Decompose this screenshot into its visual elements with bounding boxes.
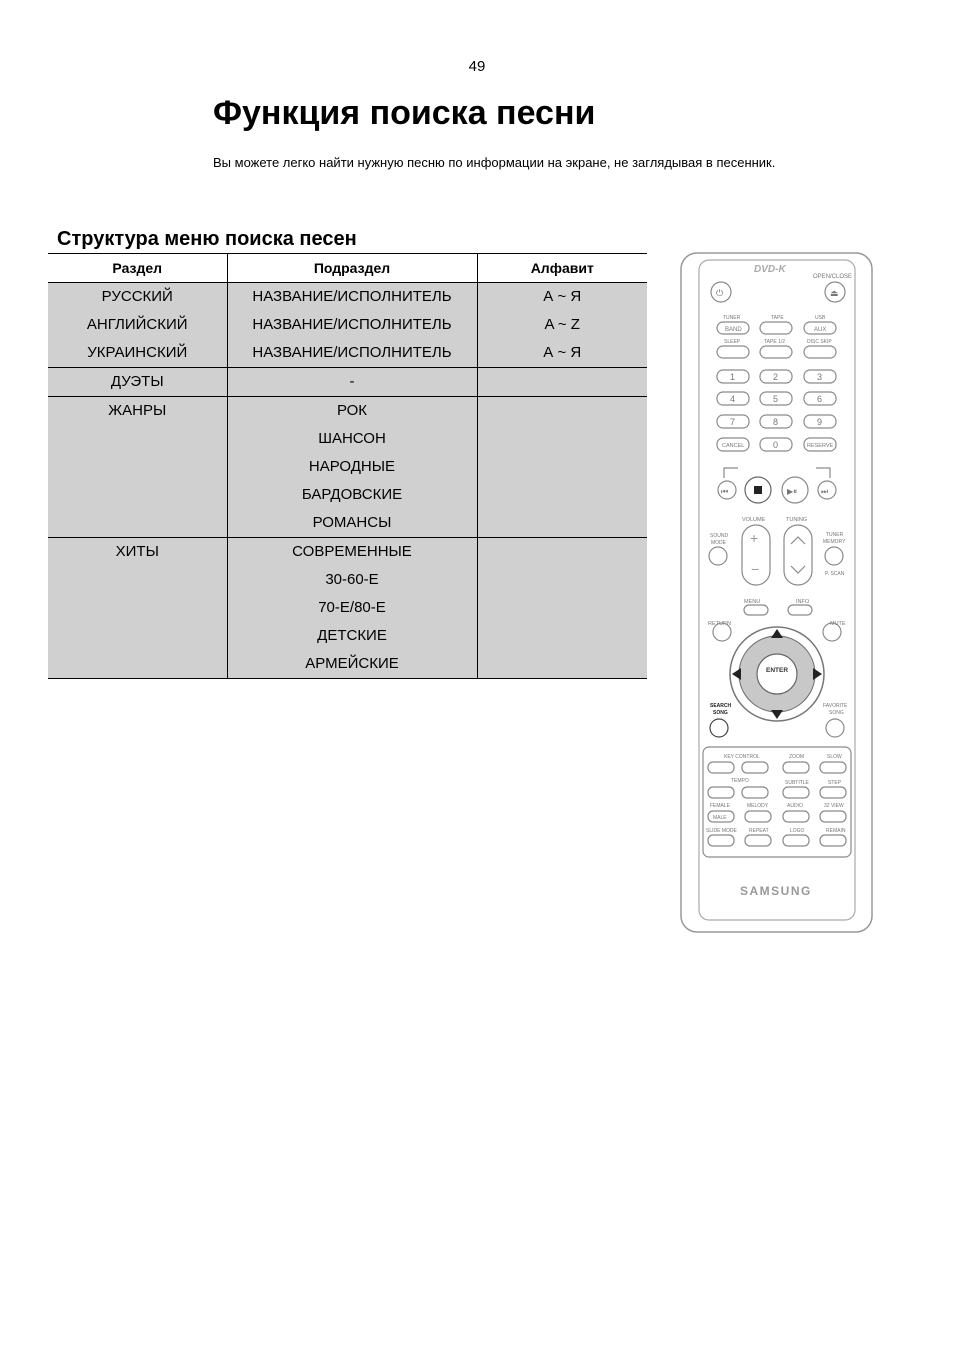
hits-section-cell: [48, 538, 227, 679]
volume-up-icon: +: [750, 530, 759, 546]
info-label: INFO: [796, 599, 810, 605]
eject-icon: ⏏: [830, 288, 839, 298]
zoom-button: [783, 762, 809, 773]
32-view-label: 32 VIEW: [824, 803, 844, 809]
cell-text: ДЕТСКИЕ: [317, 627, 387, 644]
cell-text: A ~ Z: [544, 316, 580, 333]
tape-button: [760, 322, 792, 334]
cell-text: СОВРЕМЕННЫЕ: [292, 543, 412, 560]
digit-label: 5: [773, 394, 779, 404]
repeat-label: REPEAT: [749, 828, 769, 834]
duets-subsection-cell: [227, 368, 477, 397]
key-control-label: KEY CONTROL: [724, 754, 760, 760]
remain-button: [820, 835, 846, 846]
digit-label: 1: [730, 372, 736, 382]
header-subsection: Подраздел: [227, 254, 477, 283]
page-number: 49: [468, 58, 486, 75]
languages-subsection-cell: [227, 283, 477, 368]
transport-bracket: [724, 468, 830, 478]
cell-text: РОМАНСЫ: [312, 514, 392, 531]
tuner-label: TUNER: [723, 315, 741, 321]
table-row: [48, 283, 647, 368]
favorite-label: FAVORITE: [823, 703, 848, 709]
digit-label: 4: [730, 394, 736, 404]
intro-text: Вы можете легко найти нужную песню по информации на экране, не заглядывая в песенник.: [213, 155, 776, 170]
page-title: Функция поиска песни: [213, 94, 596, 132]
male-label: MALE: [713, 815, 727, 821]
cell-text: 70-Е/80-Е: [318, 599, 386, 616]
prev-icon: ⏮: [721, 487, 729, 496]
tuning-rocker: [784, 525, 812, 585]
hits-alphabet-cell: [477, 538, 647, 679]
reserve-label: RESERVE: [807, 443, 834, 449]
aux-label: AUX: [814, 327, 827, 333]
languages-alphabet-cell: [477, 283, 647, 368]
menu-label: MENU: [744, 599, 761, 605]
digit-label: 9: [817, 417, 823, 427]
stop-icon: [754, 486, 762, 494]
remote-control-illustration: [680, 252, 874, 934]
cell-text: НАЗВАНИЕ/ИСПОЛНИТЕЛЬ: [252, 316, 452, 333]
return-label: RETURN: [708, 621, 731, 627]
step-label: STEP: [828, 780, 842, 786]
slide-mode-button: [708, 835, 734, 846]
tape12-button: [760, 346, 792, 358]
sound-label: SOUND: [710, 533, 729, 539]
female-label: FEMALE: [710, 803, 731, 809]
cell-text: ШАНСОН: [318, 430, 386, 447]
genres-section-cell: [48, 397, 227, 538]
key-sharp-button: [742, 762, 768, 773]
volume-label: VOLUME: [742, 517, 766, 523]
digit-label: 7: [730, 417, 736, 427]
cell-text: РУССКИЙ: [101, 288, 173, 305]
info-button: [788, 605, 812, 615]
tape12-label: TAPE 1/2: [764, 339, 786, 345]
digit-label: 8: [773, 417, 779, 427]
section-title: Структура меню поиска песен: [57, 228, 357, 250]
memory-label: MEMORY: [823, 539, 846, 545]
dvd-k-logo: DVD-K: [754, 264, 786, 275]
enter-label: ENTER: [766, 667, 789, 674]
header-section: Раздел: [48, 254, 227, 283]
32-view-button: [820, 811, 846, 822]
melody-label: MELODY: [747, 803, 769, 809]
subtitle-label: SUBTITLE: [785, 780, 809, 786]
play-pause-icon: ▶⏸: [787, 487, 798, 496]
cell-text: НАЗВАНИЕ/ИСПОЛНИТЕЛЬ: [252, 288, 452, 305]
p-scan-label: P. SCAN: [825, 571, 845, 577]
tempo-down-button: [708, 787, 734, 798]
cell-text: 30-60-Е: [325, 571, 379, 588]
mode-label: MODE: [711, 540, 726, 546]
mute-label: MUTE: [830, 621, 846, 627]
cell-text: ЖАНРЫ: [108, 402, 167, 419]
tuner-memory-label: TUNER: [826, 532, 844, 538]
disc-skip-button: [804, 346, 836, 358]
cell-text: ХИТЫ: [115, 543, 159, 560]
samsung-logo: SAMSUNG: [740, 884, 812, 898]
step-button: [820, 787, 846, 798]
favorite-song-button: [826, 719, 844, 737]
digit-label: 6: [817, 394, 823, 404]
tuner-memory-button: [825, 547, 843, 565]
duets-section-cell: [48, 368, 227, 397]
function-panel: [703, 747, 851, 857]
cell-text: ДУЭТЫ: [110, 373, 164, 390]
cell-text: АНГЛИЙСКИЙ: [86, 316, 188, 333]
audio-button: [783, 811, 809, 822]
cell-text: БАРДОВСКИЕ: [301, 486, 403, 503]
logo-label: LOGO: [790, 828, 805, 834]
sound-mode-button: [709, 547, 727, 565]
audio-label: AUDIO: [787, 803, 803, 809]
table-row: [48, 538, 647, 679]
genres-subsection-cell: [227, 397, 477, 538]
cell-text: А ~ Я: [543, 288, 582, 305]
slow-label: SLOW: [827, 754, 842, 760]
table-header-row: [48, 254, 647, 283]
sleep-button: [717, 346, 749, 358]
table-row: [48, 368, 647, 397]
logo-button: [783, 835, 809, 846]
volume-down-icon: −: [751, 561, 760, 577]
tempo-up-button: [742, 787, 768, 798]
sleep-label: SLEEP: [724, 339, 741, 345]
next-icon: ⏭: [821, 487, 829, 496]
song-label: SONG: [713, 710, 728, 716]
cell-text: А ~ Я: [543, 344, 582, 361]
power-icon: ⏻: [716, 288, 724, 298]
search-song-button: [710, 719, 728, 737]
tuning-down-icon: [791, 566, 805, 573]
cell-text: НАРОДНЫЕ: [308, 458, 396, 475]
zoom-label: ZOOM: [789, 754, 804, 760]
table-row: [48, 397, 647, 538]
arrow-up-icon: [771, 629, 783, 638]
cell-text: АРМЕЙСКИЕ: [305, 655, 399, 672]
genres-alphabet-cell: [477, 397, 647, 538]
repeat-button: [745, 835, 771, 846]
hits-subsection-cell: [227, 538, 477, 679]
languages-section-cell: [48, 283, 227, 368]
arrow-left-icon: [732, 668, 741, 680]
digit-label: 0: [773, 440, 779, 450]
digit-label: 2: [773, 372, 779, 382]
usb-label: USB: [815, 315, 826, 321]
disc-skip-label: DISC SKIP: [807, 339, 832, 345]
cell-text: УКРАИНСКИЙ: [87, 344, 188, 361]
tempo-label: TEMPO: [731, 778, 749, 784]
digit-label: 3: [817, 372, 823, 382]
tuning-label: TUNING: [786, 517, 808, 523]
open-close-label: OPEN/CLOSE: [813, 274, 853, 280]
cell-text: РОК: [336, 402, 368, 419]
melody-button: [745, 811, 771, 822]
remain-label: REMAIN: [826, 828, 846, 834]
menu-button: [744, 605, 768, 615]
arrow-down-icon: [771, 710, 783, 719]
cell-text: -: [349, 373, 355, 390]
cancel-label: CANCEL: [722, 443, 745, 449]
duets-alphabet-cell: [477, 368, 647, 397]
band-label: BAND: [725, 327, 742, 333]
search-song-label: SEARCH: [710, 703, 732, 709]
header-alphabet: Алфавит: [477, 254, 647, 283]
tuning-up-icon: [791, 537, 805, 544]
slow-button: [820, 762, 846, 773]
cell-text: НАЗВАНИЕ/ИСПОЛНИТЕЛЬ: [252, 344, 452, 361]
arrow-right-icon: [813, 668, 822, 680]
favorite-song-label: SONG: [829, 710, 844, 716]
key-flat-button: [708, 762, 734, 773]
subtitle-button: [783, 787, 809, 798]
enter-button: [757, 654, 797, 694]
song-search-menu-table: [48, 253, 647, 679]
tape-label: TAPE: [771, 315, 784, 321]
slide-mode-label: SLIDE MODE: [706, 828, 737, 834]
